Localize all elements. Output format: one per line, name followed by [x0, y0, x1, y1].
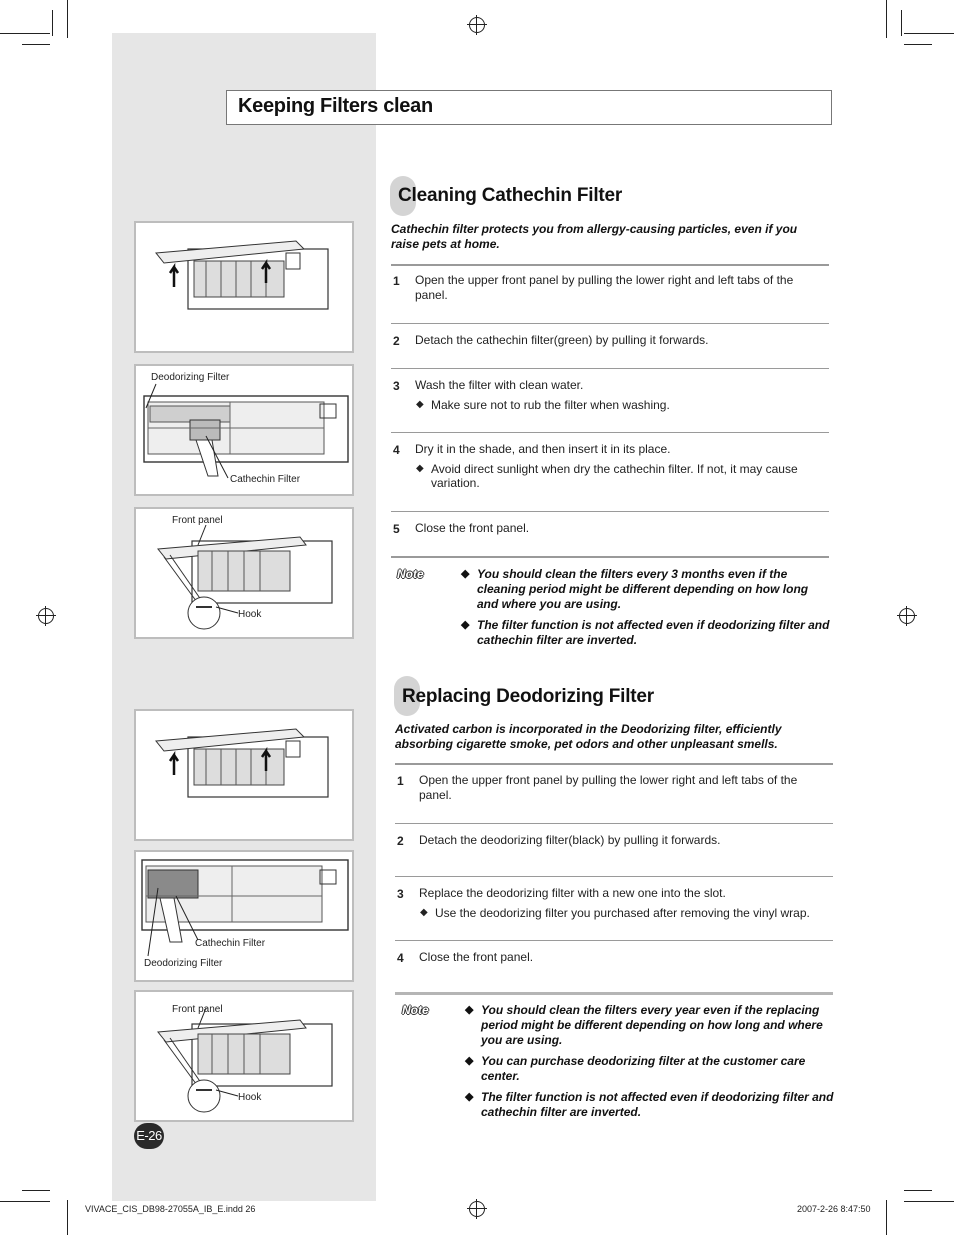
step-text: Replace the deodorizing filter with a new one into the slot.: [419, 886, 726, 900]
registration-mark-bottom: [469, 1201, 485, 1217]
note-item: ◆ The filter function is not affected even if deodorizing filter and cathechin filter are inverted.: [461, 618, 830, 647]
page-number-badge: [134, 1123, 164, 1149]
divider: [395, 940, 833, 941]
step-number: 4: [393, 443, 400, 457]
caption-deodorizing-filter: Deodorizing Filter: [144, 958, 223, 969]
caption-front-panel: Front panel: [172, 1004, 223, 1015]
note-label: Note: [397, 567, 424, 581]
diamond-bullet-icon: ◆: [461, 568, 470, 580]
caption-hook: Hook: [238, 1092, 262, 1103]
step-number: 4: [397, 951, 404, 965]
section-title-replacing: Replacing Deodorizing Filter: [402, 686, 654, 707]
step-number: 1: [397, 774, 404, 788]
step-text: Detach the deodorizing filter(black) by pulling it forwards.: [419, 833, 721, 847]
note-item: ◆ You can purchase deodorizing filter at the customer care center.: [465, 1054, 806, 1083]
step-text: Detach the cathechin filter(green) by pulling it forwards.: [415, 333, 709, 347]
figure-front-panel-hook-2: [134, 990, 354, 1122]
diamond-bullet-icon: ◆: [416, 463, 424, 474]
replacing-intro: Activated carbon is incorporated in the Deodorizing filter, efficiently absorbing cigarette smoke, pet odors and other unpleasant smells.: [395, 722, 782, 751]
step-text: Open the upper front panel by pulling the lower right and left tabs of the panel.: [419, 773, 798, 802]
note-item: ◆ You should clean the filters every year even if the replacing period might be different depending on how long and where you are using.: [465, 1003, 823, 1047]
caption-cathechin-filter: Cathechin Filter: [230, 474, 301, 485]
figure-open-panel-2: [134, 709, 354, 841]
figure-replace-filter: [134, 850, 354, 982]
step-text: Dry it in the shade, and then insert it in its place.: [415, 442, 671, 456]
caption-front-panel: Front panel: [172, 515, 223, 526]
caption-hook: Hook: [238, 609, 262, 620]
step-number: 2: [397, 834, 404, 848]
diamond-bullet-icon: ◆: [465, 1091, 474, 1103]
note-label: Note: [402, 1003, 429, 1017]
note-item: ◆ You should clean the filters every 3 months even if the cleaning period might be different depending on how long and where you are using.: [461, 567, 809, 611]
page-title-box: [226, 90, 832, 125]
step-text: Close the front panel.: [419, 950, 534, 964]
divider: [391, 323, 829, 324]
note-item: ◆ The filter function is not affected even if deodorizing filter and cathechin filter are inverted.: [465, 1090, 834, 1119]
divider: [395, 763, 833, 765]
step-number: 2: [393, 334, 400, 348]
figure-filters: [134, 364, 354, 496]
caption-deodorizing-filter: Deodorizing Filter: [151, 372, 230, 383]
figure-front-panel-hook: [134, 507, 354, 639]
air-conditioner-illustration: [136, 711, 352, 839]
registration-mark-top: [469, 17, 485, 33]
page-title: Keeping Filters clean: [238, 95, 433, 117]
diamond-bullet-icon: ◆: [465, 1004, 474, 1016]
divider: [395, 876, 833, 877]
step-number: 5: [393, 522, 400, 536]
footer-timestamp: 2007-2-26 8:47:50: [797, 1204, 871, 1214]
step-subnote: ◆ Make sure not to rub the filter when washing.: [416, 398, 670, 412]
figure-open-panel: [134, 221, 354, 353]
diamond-bullet-icon: ◆: [420, 907, 428, 918]
diamond-bullet-icon: ◆: [465, 1055, 474, 1067]
page-number: E-26: [136, 1128, 162, 1143]
air-conditioner-illustration: [136, 223, 352, 351]
step-number: 1: [393, 274, 400, 288]
divider: [395, 992, 833, 995]
step-number: 3: [397, 887, 404, 901]
step-subnote: ◆ Avoid direct sunlight when dry the cathechin filter. If not, it may cause variation.: [416, 462, 798, 490]
divider: [391, 432, 829, 433]
caption-cathechin-filter: Cathechin Filter: [195, 938, 266, 949]
divider: [395, 823, 833, 824]
section-title-cleaning: Cleaning Cathechin Filter: [398, 185, 623, 206]
divider: [391, 556, 829, 558]
diamond-bullet-icon: ◆: [461, 619, 470, 631]
step-text: Open the upper front panel by pulling the lower right and left tabs of the panel.: [415, 273, 794, 302]
step-text: Close the front panel.: [415, 521, 530, 535]
step-number: 3: [393, 379, 400, 393]
footer-file: VIVACE_CIS_DB98-27055A_IB_E.indd 26: [85, 1204, 256, 1214]
divider: [391, 511, 829, 512]
registration-mark-left: [38, 608, 54, 624]
diamond-bullet-icon: ◆: [416, 399, 424, 410]
cleaning-intro: Cathechin filter protects you from allergy-causing particles, even if you raise pets at home.: [391, 222, 798, 251]
step-text: Wash the filter with clean water.: [415, 378, 584, 392]
divider: [391, 264, 829, 266]
step-subnote: ◆ Use the deodorizing filter you purchased after removing the vinyl wrap.: [420, 906, 810, 920]
divider: [391, 368, 829, 369]
registration-mark-right: [899, 608, 915, 624]
